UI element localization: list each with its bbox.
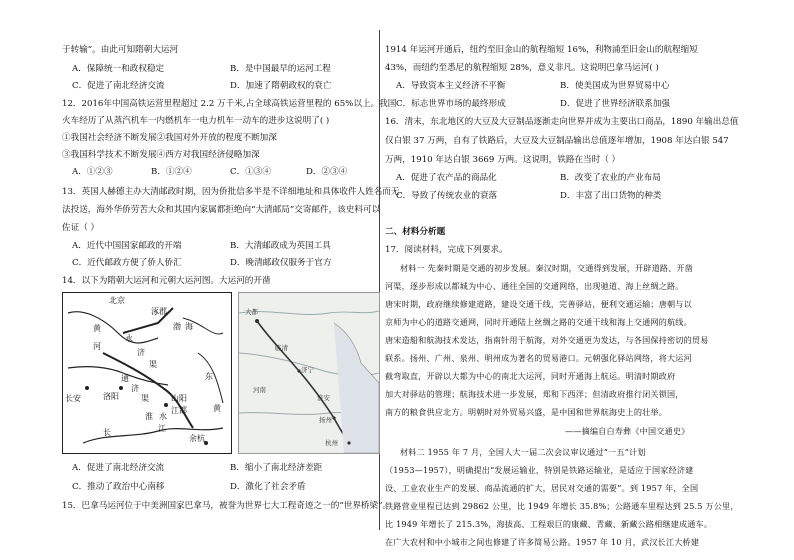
q13-stem-3: 佐证（ ） <box>62 223 100 233</box>
q15-option-d: D．促进了世界经济联系加强 <box>560 99 671 109</box>
yuan-canal-map <box>238 292 380 454</box>
q11-option-c: C．促进了南北经济交流 <box>72 81 165 91</box>
q15-option-a: A．导致资本主义经济不平衡 <box>396 81 506 91</box>
map-label-zhuojun: 涿郡 <box>151 307 167 316</box>
q14-option-b: B．缩小了南北经济差距 <box>230 463 323 473</box>
q12-item-2: ③我国科学技术不断发展④西方对我国经济侵略加深 <box>62 150 260 160</box>
material2-line-1: 材料二 1955 年 7 月，全国人大一届二次会议审议通过“一五”计划 <box>400 447 646 457</box>
map-label-beijing: 北京 <box>109 296 125 305</box>
q13-option-b: B．大清邮政成为英国工具 <box>230 241 331 251</box>
map-label-jiangdu: 江都 <box>171 406 187 415</box>
material1-line-6: 联系。扬州、广州、泉州、明州成为著名的贸易港口。元朝强化驿站网络，将大运河 <box>385 353 692 363</box>
q12-option-d: D．②③④ <box>306 167 348 177</box>
q12-option-b: B．①②④ <box>151 167 192 177</box>
q12-stem-1: 12．2016年中国高铁运营里程超过 2.2 万千米,占全球高铁运营里程的 65%以上。我国 <box>62 99 397 109</box>
material1-source: ——摘编自白寿彝《中国交通史》 <box>565 426 690 436</box>
map-label-bohai-1: 渤 <box>173 322 181 331</box>
map-label-shui: 水 <box>159 412 167 421</box>
q13-option-d: D．晚清邮政仅服务于官方 <box>230 258 332 268</box>
q12-stem-2: 火车经历了从蒸汽机车一内燃机车一电力机车一动车的进步这说明了( ) <box>62 116 330 126</box>
map2-label-yangzhou: 扬州 <box>319 416 332 424</box>
q11-option-a: A．保障统一和政权稳定 <box>72 64 165 74</box>
material1-line-9: 南方的粮食供应北方。明朝时对外贸易兴盛，是中国和世界航海史上的壮举。 <box>385 407 667 417</box>
q16-option-d: D．丰富了出口货物的种类 <box>560 191 662 201</box>
material1-line-3: 唐宋时期，政府继续修建道路，建设交通干线，完善驿站，便利交通运输；唐朝与以 <box>385 299 692 309</box>
q14-stem: 14．以下为隋朝大运河和元朝大运河图。大运河的开凿 <box>62 276 271 286</box>
q15-option-b: B．使美国成为世界贸易中心 <box>560 81 670 91</box>
material1-line-2: 河渠，逐步形成以都城为中心、通往全国的交通网络，出现驰道、海上丝绸之路。 <box>385 281 684 291</box>
q11-stem-tail: 于转输”。由此可知隋朝大运河 <box>62 45 179 55</box>
map-label-dong: 东 <box>205 372 213 381</box>
map-label-ji-2: 济 <box>131 384 139 393</box>
material2-line-2: （1953—1957），明确提出“发展运输业，特别是铁路运输业，是适应于国家经济建 <box>385 465 694 475</box>
q15-stem-1: 15．巴拿马运河位于中美洲国家巴拿马，被誉为世界七大工程奇迹之一的“世界桥梁”。 <box>62 501 392 511</box>
map2-label-jining: 济宁 <box>301 366 314 374</box>
q12-item-1: ①我国社会经济不断发展②我国对外开放的程度不断加深 <box>62 133 277 143</box>
map-label-qu: 渠 <box>149 360 157 369</box>
map-label-yong: 永 <box>125 334 133 343</box>
map-label-huang: 黄 <box>93 324 101 333</box>
map2-label-linqing: 临清 <box>275 344 288 352</box>
sui-canal-map <box>62 292 232 454</box>
material1-line-8: 加大对驿站的管理；航海技术进一步发展，郑和下西洋；但清政府推行闭关锁国， <box>385 389 684 399</box>
q11-option-b: B．是中国最早的运河工程 <box>230 64 331 74</box>
q14-option-a: A．促进了南北经济交流 <box>72 463 165 473</box>
q16-option-b: B．改变了农业的产业布局 <box>560 173 661 183</box>
material2-line-3: 设、工业农业生产的发展、商品流通的扩大，居民对交通的需要”。到 1957 年，全国 <box>385 483 699 493</box>
q13-option-a: A．近代中国国家邮政的开端 <box>72 241 182 251</box>
q12-option-a: A．①②③ <box>72 167 113 177</box>
material1-line-5: 唐宋造船和航海技术发达，指南针用于航海，对外交通更为发达，与各国保持密切的贸易 <box>385 335 709 345</box>
map-label-jiang: 江 <box>158 424 166 433</box>
material1-line-4: 京师为中心的道路交通网，同时开通陆上丝绸之路的交通干线和海上交通网的航线。 <box>385 317 692 327</box>
map-label-luoyang: 洛阳 <box>103 392 119 401</box>
map-label-yuhang: 余杭 <box>189 434 205 443</box>
map2-label-dadu: 大都 <box>245 308 258 316</box>
q13-option-c: C．近代邮政方便了侨人侨汇 <box>72 258 182 268</box>
material1-line-1: 材料一 先秦时期是交通的初步发展。秦汉时期，交通得到发展，开辟道路、开凿 <box>400 263 694 273</box>
map-label-tong: 通 <box>121 374 129 383</box>
map-label-qu-2: 渠 <box>141 394 149 403</box>
material2-line-5: 比 1949 年增长了 215.3%，海拔高、工程艰巨的康藏、青藏、新藏公路相继建成通车。 <box>385 519 713 529</box>
q15-stem-3: 43%，而纽约至悉尼的航程缩短 28%，意义非凡。这说明巴拿马运河( ) <box>385 63 659 73</box>
q16-stem-3: 万两，1910 年达白银 3669 万两。这说明，铁路在当时（ ） <box>385 155 621 165</box>
map-label-shanyang: 山阳 <box>171 394 187 403</box>
map2-label-huaian: 淮安 <box>317 394 330 402</box>
q16-option-a: A．促进了农产品的商品化 <box>396 173 497 183</box>
q15-stem-2: 1914 年运河开通后，纽约至旧金山的航程缩短 16%，利物浦至旧金山的航程缩短 <box>385 45 698 55</box>
q16-stem-2: 仅白银 37 万两，自有了铁路后，大豆及大豆制品输出总值逐年增加，1908 年达白银 547 <box>385 136 729 146</box>
q13-stem-1: 13．英国人赫德主办大清邮政时期，因为侨批信多半是不详细地址和具体收件人姓名而无 <box>62 187 400 197</box>
map2-label-henan: 河南 <box>253 386 266 394</box>
q14-option-c: C．推动了政治中心南移 <box>72 482 165 492</box>
map-label-ji: 济 <box>137 348 145 357</box>
q15-option-c: C．标志世界市场的最终形成 <box>396 99 506 109</box>
q17-stem: 17．阅读材料，完成下列要求。 <box>385 245 508 255</box>
material2-line-6: 在广大农村和中小城市之间也修建了许多简易公路。1957 年 10 月，武汉长江大桥建 <box>385 537 700 547</box>
map-label-chang: 长 <box>103 428 111 437</box>
map-label-he: 河 <box>93 342 101 351</box>
q12-option-c: C．①③④ <box>230 167 271 177</box>
map2-label-hangzhou: 杭州 <box>325 439 338 447</box>
q14-option-d: D．激化了社会矛盾 <box>230 482 306 492</box>
section-heading-material-analysis: 二、材料分析题 <box>385 227 446 237</box>
material1-line-7: 截弯取直，开辟以大都为中心的南北大运河，同时开通海上航运。明清时期政府 <box>385 371 676 381</box>
material2-line-4: 铁路营业里程已达到 29862 公里，比 1949 年增长 35.8%；公路通车里程达到 25.5 万公里， <box>385 501 739 511</box>
map-label-huai: 淮 <box>145 412 153 421</box>
q16-stem-1: 16．清末，东北地区的大豆及大豆制品逐渐走向世界并成为主要出口商品，1890 年输出总值 <box>385 117 739 127</box>
q11-option-d: D．加速了隋朝政权的衰亡 <box>230 81 332 91</box>
map-label-changan: 长安 <box>65 394 81 403</box>
map-label-huang-2: 黄 <box>213 404 221 413</box>
q13-stem-2: 法投送，海外华侨劳苦大众和其国内家属都拒绝向“大清邮局”交寄邮件，该史料可以 <box>62 205 381 215</box>
map-label-bohai-2: 海 <box>185 322 193 331</box>
q16-option-c: C．导致了传统农业的衰落 <box>396 191 498 201</box>
